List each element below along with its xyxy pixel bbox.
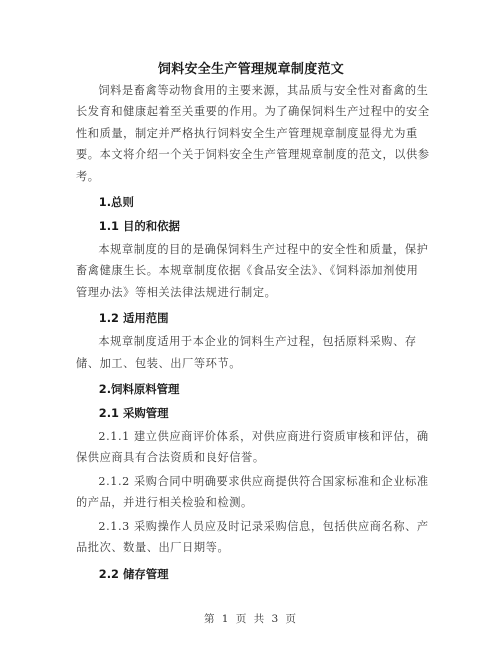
section-heading-raw-materials: 2.饲料原料管理 (98, 382, 180, 397)
subsection-heading-storage: 2.2 储存管理 (98, 566, 169, 581)
document-body (76, 80, 430, 587)
subsection-heading-procurement: 2.1 采购管理 (98, 406, 169, 421)
purpose-paragraph: 本规章制度的目的是确保饲料生产过程中的安全性和质量，保护畜禽健康生长。本规章制度依据《食品安全法》、《饲料添加剂使用管理办法》等相关法律法规进行制定。 (76, 243, 429, 299)
scope-paragraph: 本规章制度适用于本企业的饲料生产过程，包括原料采购、存储、加工、包装、出厂等环节。 (76, 335, 417, 370)
procurement-item-2: 2.1.2 采购合同中明确要求供应商提供符合国家标准和企业标准的产品，并进行相关检验和检测。 (76, 474, 429, 510)
page-footer: 第 1 页 共 3 页 (203, 613, 299, 625)
subsection-heading-scope: 1.2 适用范围 (98, 311, 169, 326)
subsection-heading-purpose: 1.1 目的和依据 (98, 219, 180, 234)
procurement-item-1: 2.1.1 建立供应商评价体系，对供应商进行资质审核和评估，确保供应商具有合法资质和良好信誉。 (76, 430, 429, 465)
section-heading-general: 1.总则 (98, 195, 134, 210)
intro-paragraph: 饲料是畜禽等动物食用的主要来源，其品质与安全性对畜禽的生长发育和健康起着至关重要的作用。为了确保饲料生产过程中的安全性和质量，制定并严格执行饲料安全生产管理规章制度显得尤为重要。本文将介绍一个关于饲料安全生产管理规章制度的范文，以供参考。 (76, 84, 430, 183)
procurement-item-3: 2.1.3 采购操作人员应及时记录采购信息，包括供应商名称、产品批次、数量、出厂日期等。 (76, 519, 429, 555)
document-title: 饲料安全生产管理规章制度范文 (157, 62, 345, 77)
